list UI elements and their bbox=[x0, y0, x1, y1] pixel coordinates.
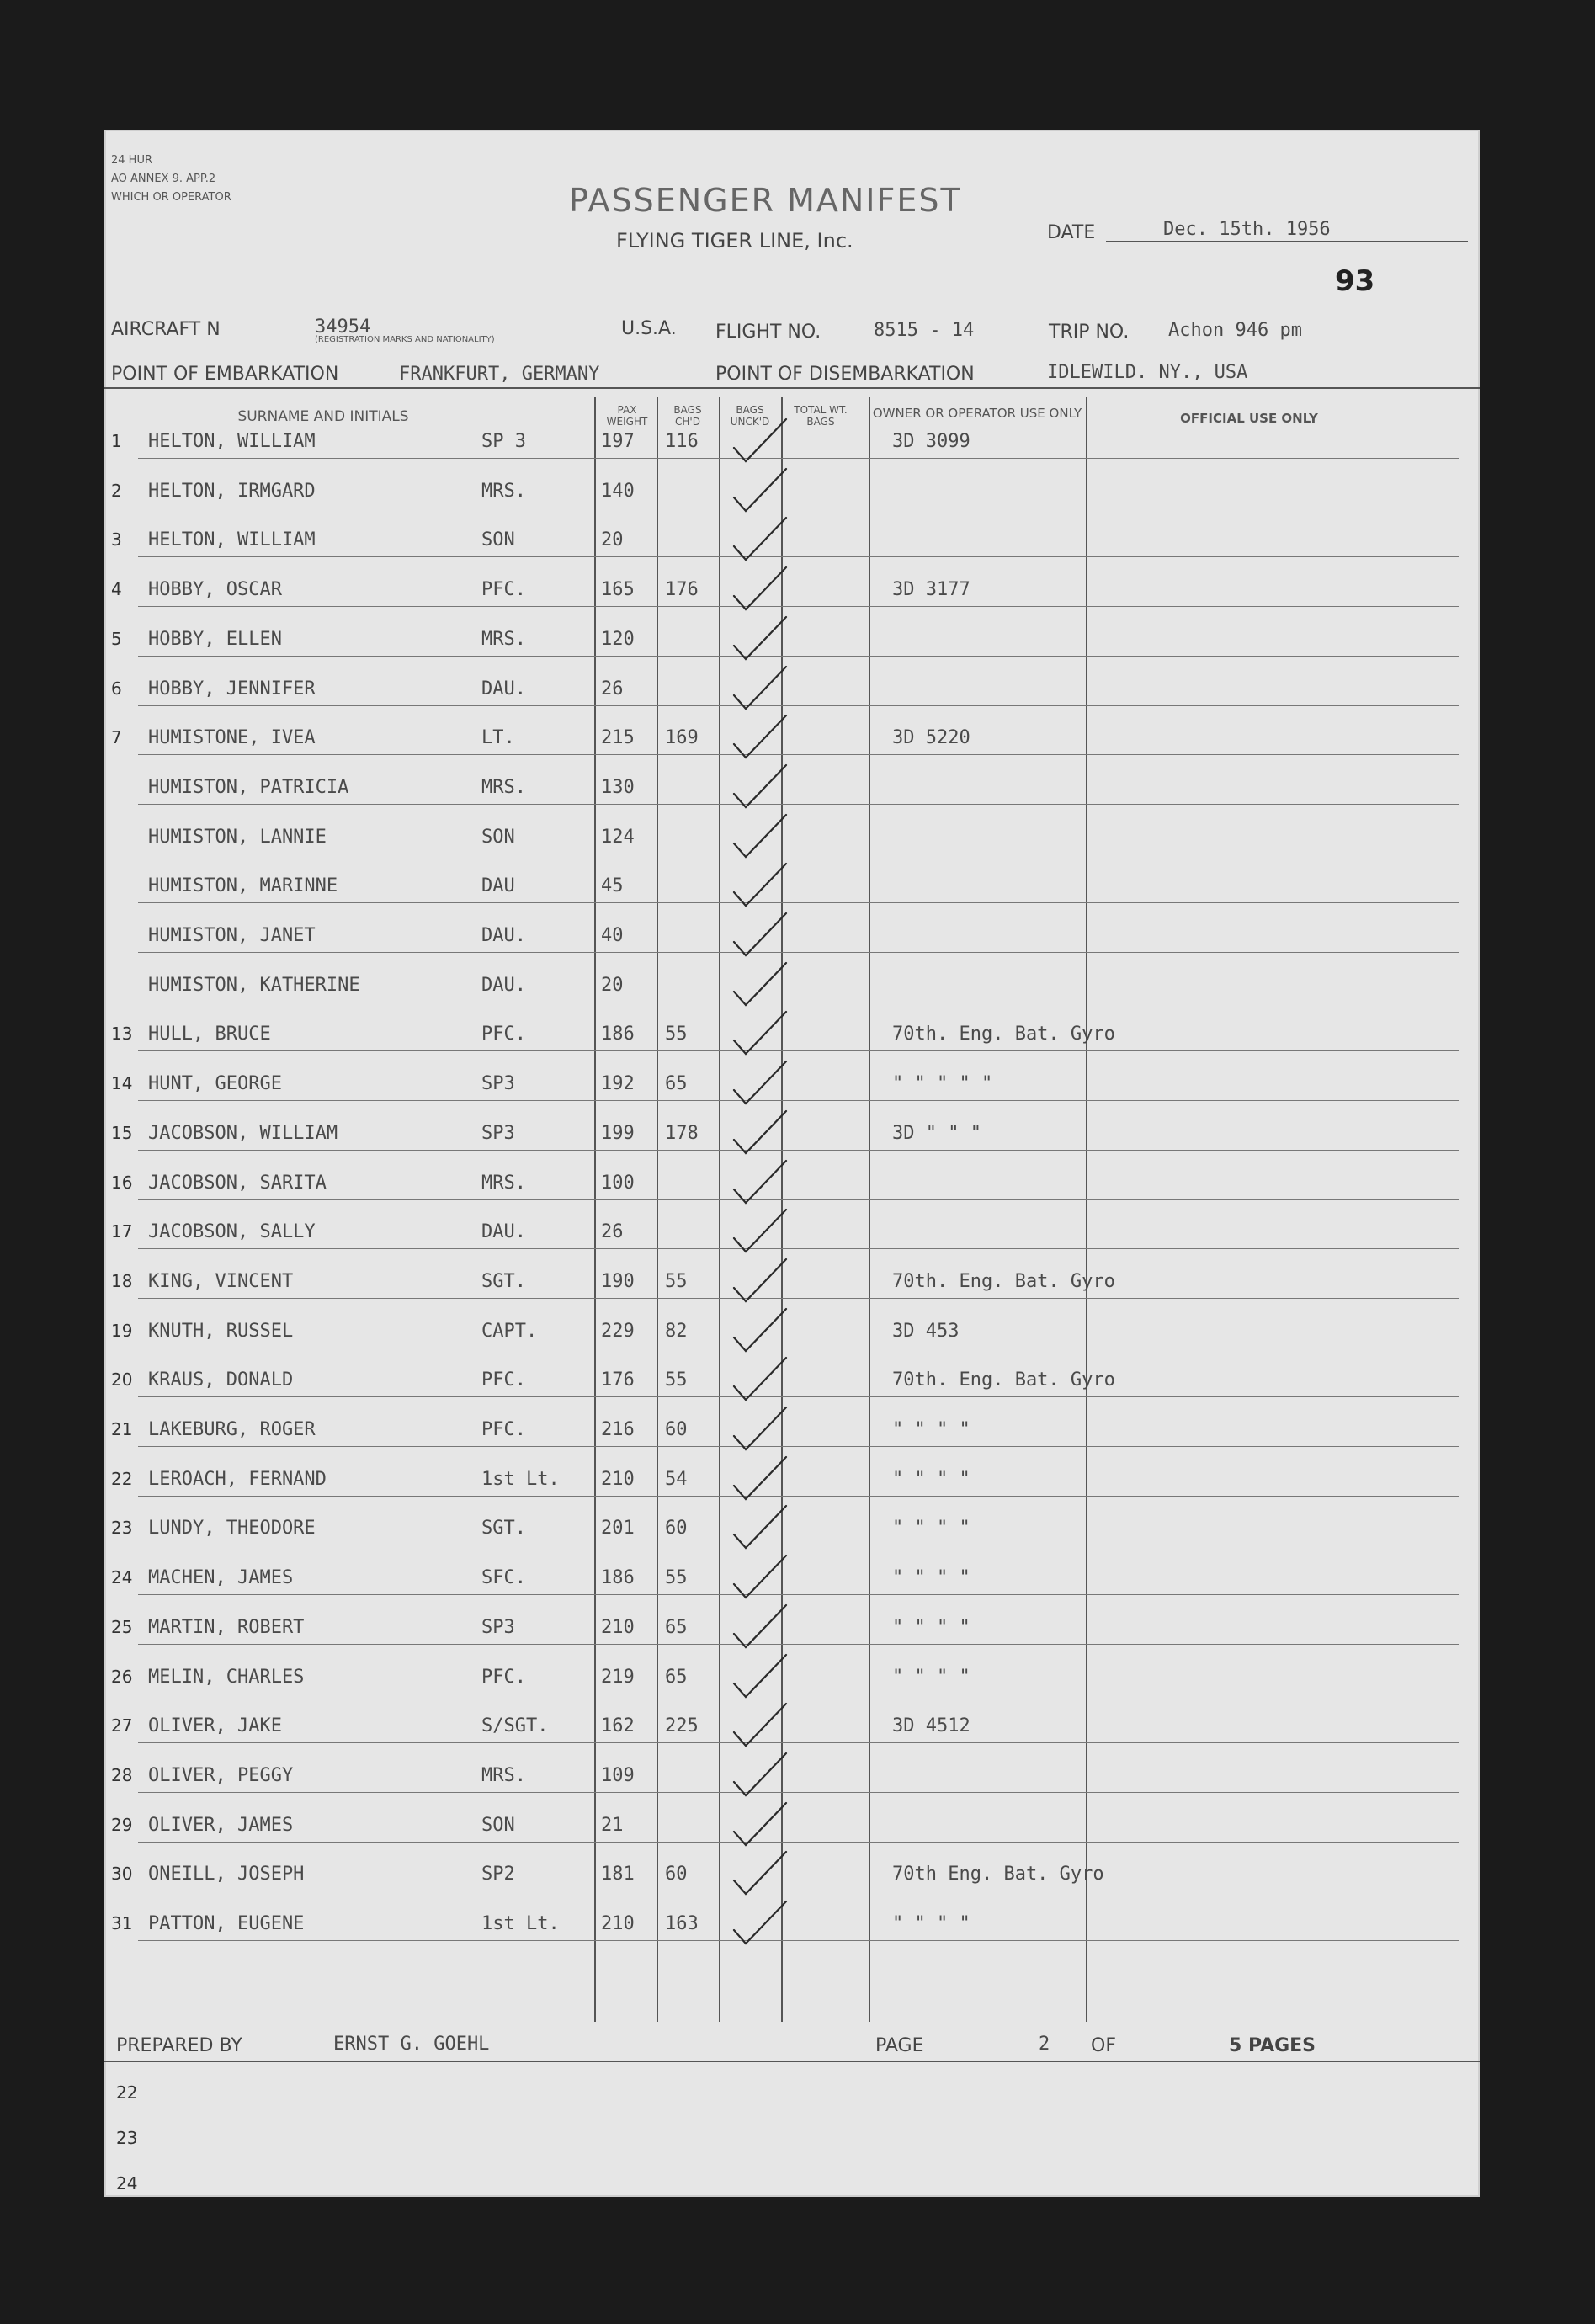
passenger-name: JACOBSON, SARITA bbox=[148, 1172, 327, 1194]
bags-checked: 54 bbox=[665, 1468, 688, 1490]
passenger-rank: MRS. bbox=[481, 628, 526, 650]
owner-use: " " " " bbox=[892, 1567, 970, 1589]
row-number: 14 bbox=[111, 1073, 133, 1094]
passenger-name: KNUTH, RUSSEL bbox=[148, 1320, 294, 1342]
passenger-weight: 210 bbox=[601, 1913, 635, 1934]
passenger-weight: 215 bbox=[601, 727, 635, 749]
stamp-line: AO ANNEX 9. APP.2 bbox=[111, 173, 216, 185]
passenger-weight: 109 bbox=[601, 1764, 635, 1786]
row-number: 22 bbox=[111, 1468, 133, 1489]
bags-checked: 178 bbox=[665, 1122, 699, 1144]
owner-use: 3D 453 bbox=[892, 1320, 960, 1342]
passenger-name: OLIVER, PEGGY bbox=[148, 1764, 294, 1786]
passenger-name: HULL, BRUCE bbox=[148, 1024, 271, 1045]
passenger-weight: 186 bbox=[601, 1024, 635, 1045]
passenger-name: HUMISTON, KATHERINE bbox=[148, 974, 360, 996]
row-number: 17 bbox=[111, 1221, 133, 1242]
footer-rule bbox=[104, 2061, 1480, 2062]
disembark-label: POINT OF DISEMBARKATION bbox=[715, 364, 975, 385]
passenger-weight: 45 bbox=[601, 875, 624, 897]
passenger-weight: 181 bbox=[601, 1864, 635, 1885]
col-divider bbox=[657, 397, 658, 2022]
passenger-weight: 20 bbox=[601, 529, 624, 551]
passenger-rank: PFC. bbox=[481, 1369, 526, 1391]
passenger-rank: SP3 bbox=[481, 1616, 515, 1638]
passenger-name: HUMISTON, LANNIE bbox=[148, 826, 327, 848]
passenger-name: LEROACH, FERNAND bbox=[148, 1468, 327, 1490]
company-name: FLYING TIGER LINE, Inc. bbox=[616, 229, 853, 253]
passenger-rank: MRS. bbox=[481, 1172, 526, 1194]
passenger-weight: 165 bbox=[601, 579, 635, 601]
bags-checked: 60 bbox=[665, 1419, 688, 1440]
passenger-name: HOBBY, OSCAR bbox=[148, 579, 282, 601]
row-number: 1 bbox=[111, 431, 122, 451]
passenger-weight: 26 bbox=[601, 678, 624, 699]
passenger-rank: SON bbox=[481, 826, 515, 848]
passenger-name: ONEILL, JOSEPH bbox=[148, 1864, 305, 1885]
col-total-header: TOTAL WT. BAGS bbox=[794, 404, 848, 428]
row-number: 23 bbox=[111, 1518, 133, 1539]
owner-use: " " " " bbox=[892, 1666, 970, 1688]
bags-checked: 225 bbox=[665, 1715, 699, 1737]
passenger-rank: PFC. bbox=[481, 1666, 526, 1688]
owner-use: 3D 3177 bbox=[892, 579, 970, 601]
row-number: 24 bbox=[111, 1567, 133, 1588]
checkmark-icon bbox=[727, 1896, 803, 1955]
col-divider bbox=[1086, 397, 1087, 2022]
row-number: 3 bbox=[111, 529, 122, 550]
passenger-name: MACHEN, JAMES bbox=[148, 1567, 294, 1589]
bags-checked: 55 bbox=[665, 1024, 688, 1045]
aircraft-label: AIRCRAFT N bbox=[111, 319, 221, 340]
bags-checked: 65 bbox=[665, 1616, 688, 1638]
passenger-weight: 20 bbox=[601, 974, 624, 996]
passenger-rank: DAU bbox=[481, 875, 515, 897]
bags-checked: 55 bbox=[665, 1567, 688, 1589]
passenger-name: HUMISTON, JANET bbox=[148, 925, 316, 946]
bags-checked: 55 bbox=[665, 1369, 688, 1391]
passenger-rank: SP3 bbox=[481, 1122, 515, 1144]
passenger-rank: 1st Lt. bbox=[481, 1468, 560, 1490]
stamp-line: 24 HUR bbox=[111, 154, 152, 167]
row-number: 13 bbox=[111, 1024, 133, 1045]
passenger-weight: 120 bbox=[601, 628, 635, 650]
passenger-weight: 190 bbox=[601, 1270, 635, 1292]
col-weight-header: PAX WEIGHT bbox=[606, 404, 648, 428]
aircraft-note: (REGISTRATION MARKS AND NATIONALITY) bbox=[315, 335, 495, 344]
row-number: 15 bbox=[111, 1122, 133, 1143]
stamp-block bbox=[111, 152, 231, 207]
bags-checked: 116 bbox=[665, 431, 699, 452]
row-number: 4 bbox=[111, 579, 122, 600]
row-number: 19 bbox=[111, 1320, 133, 1341]
passenger-name: HELTON, WILLIAM bbox=[148, 529, 316, 551]
col-bags-chd-header: BAGS CH'D bbox=[673, 404, 702, 428]
passenger-rank: SGT. bbox=[481, 1270, 526, 1292]
passenger-weight: 210 bbox=[601, 1616, 635, 1638]
date-value: Dec. 15th. 1956 bbox=[1163, 219, 1331, 240]
row-number: 21 bbox=[111, 1419, 133, 1439]
passenger-name: KING, VINCENT bbox=[148, 1270, 294, 1292]
row-number: 18 bbox=[111, 1270, 133, 1291]
row-number: 7 bbox=[111, 727, 122, 748]
trip-value: Achon 946 pm bbox=[1168, 320, 1302, 341]
passenger-weight: 176 bbox=[601, 1369, 635, 1391]
passenger-name: LUNDY, THEODORE bbox=[148, 1518, 316, 1540]
passenger-weight: 197 bbox=[601, 431, 635, 452]
owner-use: " " " " bbox=[892, 1518, 970, 1540]
flight-label: FLIGHT NO. bbox=[715, 322, 821, 343]
passenger-rank: SFC. bbox=[481, 1567, 526, 1589]
page-label: PAGE bbox=[875, 2035, 924, 2056]
prepared-value: ERNST G. GOEHL bbox=[333, 2034, 490, 2055]
col-official-header: OFFICIAL USE ONLY bbox=[1180, 411, 1318, 426]
passenger-rank: SP 3 bbox=[481, 431, 526, 452]
passenger-rank: S/SGT. bbox=[481, 1715, 549, 1737]
passenger-name: JACOBSON, SALLY bbox=[148, 1221, 316, 1243]
passenger-name: PATTON, EUGENE bbox=[148, 1913, 305, 1934]
passenger-rank: DAU. bbox=[481, 678, 526, 699]
of-label: OF bbox=[1091, 2035, 1116, 2056]
passenger-weight: 140 bbox=[601, 480, 635, 502]
owner-use: 70th. Eng. Bat. Gyro bbox=[892, 1270, 1115, 1292]
col-name-header: SURNAME AND INITIALS bbox=[237, 408, 409, 425]
passenger-weight: 21 bbox=[601, 1814, 624, 1836]
passenger-rank: SON bbox=[481, 1814, 515, 1836]
date-label: DATE bbox=[1047, 222, 1096, 243]
date-underline bbox=[1106, 241, 1468, 242]
row-number: 26 bbox=[111, 1666, 133, 1687]
col-divider bbox=[594, 397, 596, 2022]
passenger-rank: PFC. bbox=[481, 1419, 526, 1440]
passenger-rank: MRS. bbox=[481, 480, 526, 502]
passenger-name: HOBBY, ELLEN bbox=[148, 628, 282, 650]
row-number: 28 bbox=[111, 1764, 133, 1785]
passenger-rank: SGT. bbox=[481, 1518, 526, 1540]
owner-use: 70th Eng. Bat. Gyro bbox=[892, 1864, 1104, 1885]
owner-use: " " " " bbox=[892, 1419, 970, 1440]
owner-use: " " " " " bbox=[892, 1073, 993, 1095]
row-number: 27 bbox=[111, 1715, 133, 1736]
col-divider bbox=[869, 397, 870, 2022]
passenger-rank: SON bbox=[481, 529, 515, 551]
owner-use: 3D 3099 bbox=[892, 431, 970, 452]
passenger-weight: 124 bbox=[601, 826, 635, 848]
owner-use: 3D 5220 bbox=[892, 727, 970, 749]
passenger-rank: DAU. bbox=[481, 974, 526, 996]
bags-checked: 163 bbox=[665, 1913, 699, 1934]
passenger-rank: MRS. bbox=[481, 1764, 526, 1786]
passenger-name: HUMISTONE, IVEA bbox=[148, 727, 316, 749]
bottom-row-number: 23 bbox=[116, 2128, 138, 2148]
bags-checked: 65 bbox=[665, 1073, 688, 1095]
passenger-name: HUMISTON, PATRICIA bbox=[148, 776, 349, 798]
passenger-name: KRAUS, DONALD bbox=[148, 1369, 294, 1391]
passenger-name: HUNT, GEORGE bbox=[148, 1073, 282, 1095]
row-number: 20 bbox=[111, 1369, 133, 1391]
passenger-name: MARTIN, ROBERT bbox=[148, 1616, 305, 1638]
passenger-name: HELTON, WILLIAM bbox=[148, 431, 316, 452]
owner-use: 3D " " " bbox=[892, 1122, 981, 1144]
trip-label: TRIP NO. bbox=[1049, 322, 1130, 343]
bags-checked: 60 bbox=[665, 1518, 688, 1540]
owner-use: " " " " bbox=[892, 1468, 970, 1490]
row-number: 29 bbox=[111, 1814, 133, 1835]
row-number: 6 bbox=[111, 678, 122, 699]
passenger-rank: PFC. bbox=[481, 1024, 526, 1045]
passenger-weight: 229 bbox=[601, 1320, 635, 1342]
passenger-weight: 26 bbox=[601, 1221, 624, 1243]
bags-checked: 60 bbox=[665, 1864, 688, 1885]
passenger-name: LAKEBURG, ROGER bbox=[148, 1419, 316, 1440]
col-owner-header: OWNER OR OPERATOR USE ONLY bbox=[872, 406, 1082, 421]
passenger-rank: DAU. bbox=[481, 1221, 526, 1243]
page-value: 2 bbox=[1039, 2034, 1050, 2055]
document-title: PASSENGER MANIFEST bbox=[569, 182, 962, 219]
passenger-name: HOBBY, JENNIFER bbox=[148, 678, 316, 699]
header-rule bbox=[104, 387, 1480, 389]
passenger-weight: 40 bbox=[601, 925, 624, 946]
owner-use: " " " " bbox=[892, 1913, 970, 1934]
passenger-name: HUMISTON, MARINNE bbox=[148, 875, 338, 897]
owner-use: 3D 4512 bbox=[892, 1715, 970, 1737]
passenger-weight: 219 bbox=[601, 1666, 635, 1688]
usa-label: U.S.A. bbox=[621, 318, 677, 339]
col-bags-unchkd-header: BAGS UNCK'D bbox=[730, 404, 770, 428]
passenger-name: OLIVER, JAMES bbox=[148, 1814, 294, 1836]
bottom-row-number: 24 bbox=[116, 2173, 138, 2194]
passenger-name: MELIN, CHARLES bbox=[148, 1666, 305, 1688]
row-number: 31 bbox=[111, 1913, 133, 1933]
prepared-label: PREPARED BY bbox=[116, 2035, 242, 2056]
embark-label: POINT OF EMBARKATION bbox=[111, 364, 339, 385]
passenger-weight: 162 bbox=[601, 1715, 635, 1737]
passenger-rank: PFC. bbox=[481, 579, 526, 601]
col-divider bbox=[719, 397, 720, 2022]
row-number: 5 bbox=[111, 628, 122, 649]
owner-use: 70th. Eng. Bat. Gyro bbox=[892, 1024, 1115, 1045]
passenger-weight: 186 bbox=[601, 1567, 635, 1589]
passenger-weight: 199 bbox=[601, 1122, 635, 1144]
passenger-rank: MRS. bbox=[481, 776, 526, 798]
passenger-rank: SP3 bbox=[481, 1073, 515, 1095]
manifest-sheet bbox=[104, 130, 1480, 2197]
of-value: 5 PAGES bbox=[1229, 2035, 1316, 2056]
passenger-weight: 100 bbox=[601, 1172, 635, 1194]
passenger-rank: 1st Lt. bbox=[481, 1913, 560, 1934]
passenger-rank: LT. bbox=[481, 727, 515, 749]
flight-value: 8515 - 14 bbox=[874, 320, 975, 341]
owner-use: 70th. Eng. Bat. Gyro bbox=[892, 1369, 1115, 1391]
passenger-weight: 192 bbox=[601, 1073, 635, 1095]
passenger-weight: 210 bbox=[601, 1468, 635, 1490]
row-number: 25 bbox=[111, 1616, 133, 1637]
bags-checked: 176 bbox=[665, 579, 699, 601]
passenger-rank: SP2 bbox=[481, 1864, 515, 1885]
passenger-weight: 130 bbox=[601, 776, 635, 798]
stamp-line: WHICH OR OPERATOR bbox=[111, 191, 231, 204]
passenger-weight: 201 bbox=[601, 1518, 635, 1540]
owner-use: " " " " bbox=[892, 1616, 970, 1638]
row-number: 30 bbox=[111, 1864, 133, 1885]
row-number: 2 bbox=[111, 480, 122, 501]
passenger-name: JACOBSON, WILLIAM bbox=[148, 1122, 338, 1144]
disembark-value: IDLEWILD. NY., USA bbox=[1047, 362, 1248, 383]
passenger-name: OLIVER, JAKE bbox=[148, 1715, 282, 1737]
bags-checked: 169 bbox=[665, 727, 699, 749]
passenger-name: HELTON, IRMGARD bbox=[148, 480, 316, 502]
embark-value: FRANKFURT, GERMANY bbox=[399, 364, 600, 385]
row-number: 16 bbox=[111, 1172, 133, 1193]
bags-checked: 55 bbox=[665, 1270, 688, 1292]
aircraft-value: 34954 bbox=[315, 316, 371, 338]
bags-checked: 65 bbox=[665, 1666, 688, 1688]
page-number: 93 bbox=[1335, 264, 1375, 298]
passenger-weight: 216 bbox=[601, 1419, 635, 1440]
bottom-row-number: 22 bbox=[116, 2082, 138, 2103]
passenger-rank: DAU. bbox=[481, 925, 526, 946]
passenger-rank: CAPT. bbox=[481, 1320, 538, 1342]
bags-checked: 82 bbox=[665, 1320, 688, 1342]
